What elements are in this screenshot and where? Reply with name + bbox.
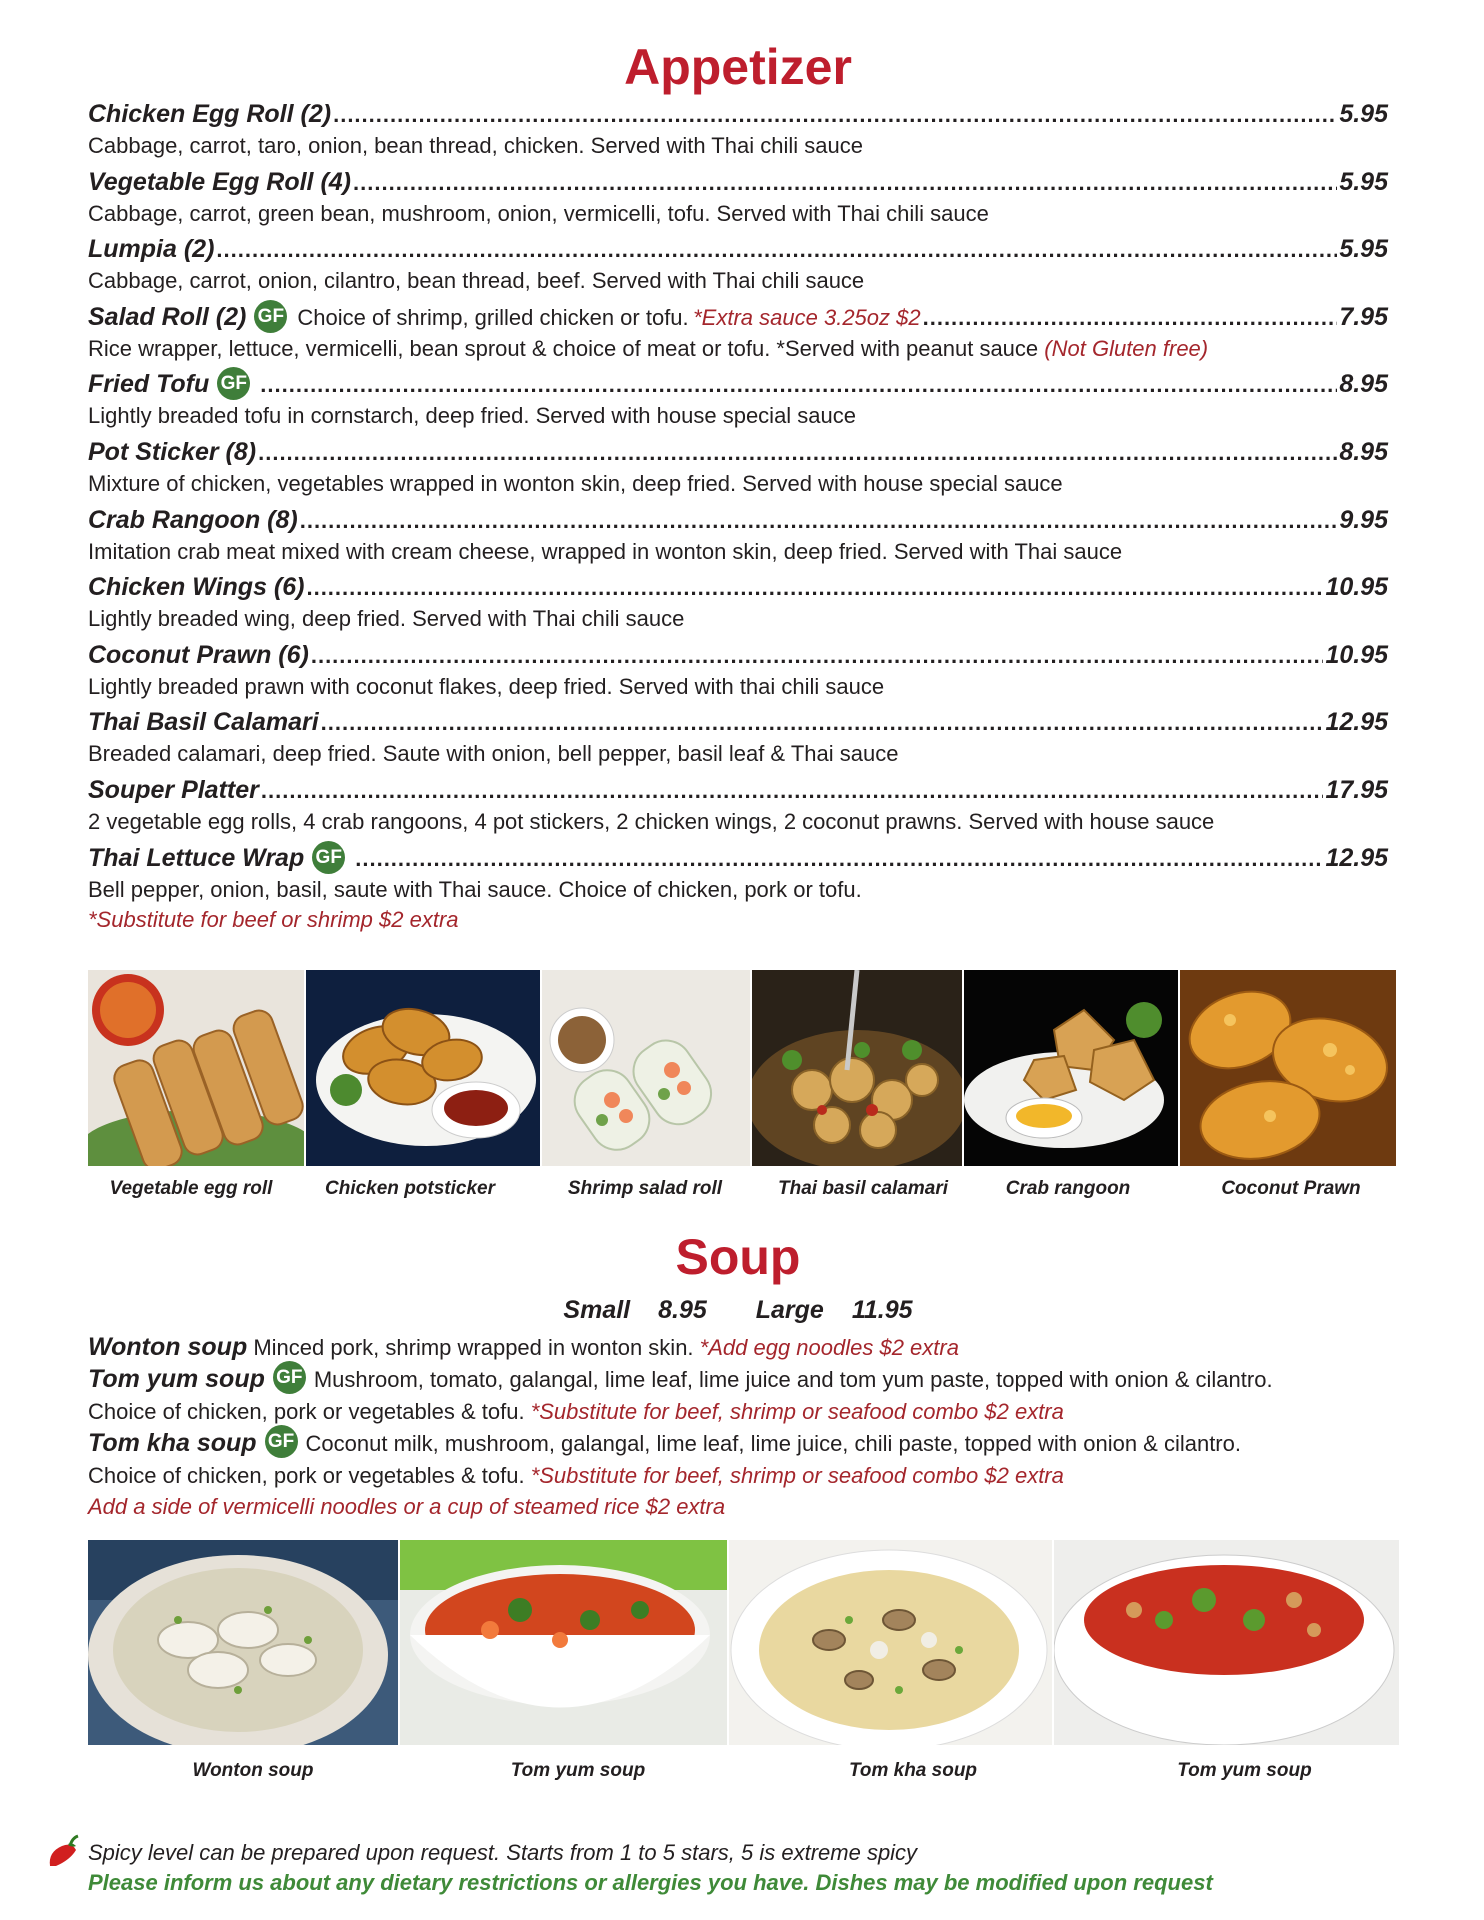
menu-item-price: 5.95 — [1339, 167, 1388, 196]
menu-item — [88, 641, 1388, 709]
soup-extra: *Substitute for beef, shrimp or seafood combo $2 extra — [530, 1463, 1064, 1489]
menu-item-price: 5.95 — [1339, 235, 1388, 264]
menu-item — [88, 708, 1388, 776]
chicken-potsticker-photo — [306, 970, 540, 1166]
menu-item-name: Coconut Prawn (6) — [88, 640, 309, 669]
menu-item-line — [88, 573, 1388, 604]
appetizer-list — [88, 100, 1388, 932]
menu-item-name: Salad Roll (2) — [88, 302, 247, 331]
menu-item-price: 10.95 — [1325, 640, 1388, 669]
soup-name: Tom yum soup — [88, 1364, 265, 1393]
menu-item — [88, 573, 1388, 641]
photo-caption: Tom yum soup — [510, 1760, 646, 1781]
footer-notes — [88, 1838, 1408, 1898]
menu-item-description-text: Mixture of chicken, vegetables wrapped in wonton skin, deep fried. Served with house special sauce — [88, 470, 1063, 496]
soup-side-note: Add a side of vermicelli noodles or a cup of steamed rice $2 extra — [88, 1493, 726, 1519]
soup-desc: Coconut milk, mushroom, galangal, lime leaf, lime juice, chili paste, topped with onion & cilantro. — [305, 1430, 1241, 1456]
menu-item-name: Thai Basil Calamari — [88, 708, 319, 737]
menu-item — [88, 843, 1388, 932]
tom-kha-choice-line — [88, 1461, 1408, 1492]
soup-photo-captions — [88, 1760, 1401, 1782]
dot-leader — [923, 305, 1338, 331]
substitute-note: *Substitute for beef or shrimp $2 extra — [88, 906, 459, 932]
tom-yum-choice-line — [88, 1397, 1408, 1428]
appetizer-heading: Appetizer — [624, 39, 852, 95]
menu-item-price: 12.95 — [1325, 843, 1388, 872]
menu-item-name: Crab Rangoon (8) — [88, 505, 298, 534]
menu-item-price: 12.95 — [1325, 708, 1388, 737]
menu-item-inline-note: Choice of shrimp, grilled chicken or tofu. — [297, 304, 689, 330]
menu-item — [88, 235, 1388, 303]
dot-leader — [311, 643, 1324, 669]
photo-caption: Wonton soup — [192, 1760, 314, 1781]
soup-prices — [88, 1296, 1388, 1325]
photo-caption: Chicken potsticker — [325, 1178, 495, 1199]
menu-item-description-text: 2 vegetable egg rolls, 4 crab rangoons, 4 pot stickers, 2 chicken wings, 2 coconut prawns. Served with house sauce — [88, 808, 1215, 834]
menu-item-price: 8.95 — [1339, 437, 1388, 466]
menu-item — [88, 100, 1388, 168]
chili-pepper-icon — [42, 1832, 82, 1872]
gf-badge-icon: GF — [254, 300, 287, 333]
menu-item-description-text: Lightly breaded tofu in cornstarch, deep fried. Served with house special sauce — [88, 403, 857, 429]
spicy-note: Spicy level can be prepared upon request. Starts from 1 to 5 stars, 5 is extreme spicy — [88, 1840, 918, 1865]
dot-leader — [258, 440, 1337, 466]
menu-item-description-text: Lightly breaded wing, deep fried. Served with Thai chili sauce — [88, 606, 685, 632]
small-label: Small — [563, 1296, 631, 1324]
soup-name: Wonton soup — [88, 1333, 248, 1361]
dietary-note: Please inform us about any dietary restrictions or allergies you have. Dishes may be modified upon request — [88, 1870, 1213, 1895]
dot-leader — [321, 710, 1324, 736]
dot-leader — [333, 102, 1337, 128]
menu-item-name: Pot Sticker (8) — [88, 437, 257, 466]
dot-leader — [300, 508, 1338, 534]
menu-item-price: 8.95 — [1339, 370, 1388, 399]
menu-item-name: Thai Lettuce Wrap — [88, 843, 305, 872]
menu-item-description — [88, 334, 1388, 364]
menu-item-line — [88, 506, 1388, 537]
wonton-soup-photo — [88, 1540, 398, 1745]
soup-list — [88, 1332, 1408, 1522]
menu-item-description — [88, 469, 1388, 499]
menu-item-description — [88, 266, 1388, 296]
menu-item — [88, 438, 1388, 506]
tom-kha-soup-photo — [729, 1540, 1052, 1745]
tom-kha-soup-line — [88, 1428, 1408, 1462]
thai-basil-calamari-photo — [752, 970, 962, 1166]
soup-desc: Minced pork, shrimp wrapped in wonton skin. — [247, 1335, 700, 1360]
soup-desc: Mushroom, tomato, galangal, lime leaf, lime juice and tom yum paste, topped with onion & cilantro. — [313, 1366, 1273, 1392]
menu-item-description — [88, 672, 1388, 702]
menu-item-price: 7.95 — [1339, 302, 1388, 331]
gf-badge-icon: GF — [217, 367, 250, 400]
soup-heading: Soup — [675, 1229, 801, 1285]
menu-item-price: 9.95 — [1339, 505, 1388, 534]
gf-badge-icon: GF — [265, 1425, 298, 1458]
menu-item-description-note: (Not Gluten free) — [1044, 335, 1209, 361]
photo-caption: Tom yum soup — [1177, 1760, 1312, 1781]
menu-item-line — [88, 844, 1388, 875]
menu-item-description-text: Imitation crab meat mixed with cream cheese, wrapped in wonton skin, deep fried. Served with Thai sauce — [88, 538, 1123, 564]
menu-item-name: Chicken Egg Roll (2) — [88, 100, 332, 128]
menu-item-description — [88, 807, 1388, 837]
menu-item-description-text: Cabbage, carrot, green bean, mushroom, onion, vermicelli, tofu. Served with Thai chili sauce — [88, 200, 989, 226]
gf-badge-icon: GF — [312, 841, 345, 874]
dot-leader — [216, 237, 1337, 263]
dot-leader — [353, 170, 1337, 196]
wonton-soup-line — [88, 1332, 1408, 1364]
vegetable-egg-roll-photo — [88, 970, 304, 1166]
menu-item-line — [88, 100, 1388, 131]
large-price: 11.95 — [851, 1296, 913, 1324]
menu-item-line — [88, 303, 1388, 334]
photo-caption: Thai basil calamari — [777, 1178, 949, 1199]
menu-item-description — [88, 604, 1388, 634]
crab-rangoon-photo — [964, 970, 1178, 1166]
menu-item — [88, 303, 1388, 371]
tom-yum-soup-line — [88, 1364, 1408, 1398]
photo-caption: Tom kha soup — [848, 1760, 978, 1781]
soup-extra: *Add egg noodles $2 extra — [699, 1335, 959, 1360]
menu-item-description-text: Rice wrapper, lettuce, vermicelli, bean sprout & choice of meat or tofu. *Served with peanut sauce — [88, 335, 1045, 361]
menu-item — [88, 168, 1388, 236]
menu-item-name: Lumpia (2) — [88, 235, 215, 264]
menu-item-name: Vegetable Egg Roll (4) — [88, 167, 352, 196]
menu-item-description-text: Cabbage, carrot, onion, cilantro, bean thread, beef. Served with Thai chili sauce — [88, 268, 865, 294]
menu-item-description — [88, 131, 1388, 161]
appetizer-photo-captions — [88, 1178, 1408, 1200]
menu-item-description-text: Cabbage, carrot, taro, onion, bean thread, chicken. Served with Thai chili sauce — [88, 133, 863, 158]
dot-leader — [306, 575, 1323, 601]
menu-item-description — [88, 537, 1388, 567]
menu-item-name: Chicken Wings (6) — [88, 573, 305, 602]
dot-leader — [260, 372, 1337, 398]
soup-choice: Choice of chicken, pork or vegetables & tofu. — [88, 1399, 531, 1425]
menu-item-name: Souper Platter — [88, 775, 259, 804]
shrimp-salad-roll-photo — [542, 970, 750, 1166]
menu-item-price: 17.95 — [1325, 775, 1388, 804]
menu-item-description — [88, 875, 1388, 905]
menu-item-description — [88, 401, 1388, 431]
small-price: 8.95 — [658, 1296, 707, 1324]
tom-yum-soup-photo — [400, 1540, 727, 1745]
large-label: Large — [755, 1296, 824, 1324]
soup-name: Tom kha soup — [88, 1428, 257, 1457]
soup-photo-strip — [88, 1540, 1401, 1745]
tom-yum-soup-photo-2 — [1054, 1540, 1399, 1745]
menu-item — [88, 370, 1388, 438]
menu-item-line — [88, 776, 1388, 807]
menu-item-description-text: Lightly breaded prawn with coconut flakes, deep fried. Served with thai chili sauce — [88, 673, 885, 699]
dot-leader — [355, 846, 1323, 872]
menu-item-description-text: Bell pepper, onion, basil, saute with Thai sauce. Choice of chicken, pork or tofu. — [88, 876, 862, 902]
soup-choice: Choice of chicken, pork or vegetables & tofu. — [88, 1463, 531, 1489]
menu-item-extra-note: *Extra sauce 3.25oz $2 — [693, 304, 921, 330]
menu-item — [88, 506, 1388, 574]
menu-item-price: 5.95 — [1339, 100, 1388, 128]
soup-extra: *Substitute for beef, shrimp or seafood combo $2 extra — [530, 1399, 1064, 1425]
menu-item-line — [88, 438, 1388, 469]
dot-leader — [261, 778, 1324, 804]
gf-badge-icon: GF — [273, 1361, 306, 1394]
menu-item-line — [88, 708, 1388, 739]
menu-item-description — [88, 199, 1388, 229]
menu-item-line — [88, 235, 1388, 266]
photo-caption: Coconut Prawn — [1221, 1178, 1361, 1199]
menu-item-line — [88, 370, 1388, 401]
menu-item-description — [88, 739, 1388, 769]
menu-item-name: Fried Tofu — [88, 370, 210, 399]
appetizer-photo-strip — [88, 970, 1408, 1166]
menu-item-line — [88, 168, 1388, 199]
menu-item-price: 10.95 — [1325, 573, 1388, 602]
menu-item — [88, 776, 1388, 844]
photo-caption: Shrimp salad roll — [567, 1178, 723, 1199]
menu-item-line — [88, 641, 1388, 672]
menu-item-description-text: Breaded calamari, deep fried. Saute with onion, bell pepper, basil leaf & Thai sauce — [88, 741, 899, 767]
photo-caption: Crab rangoon — [1005, 1178, 1131, 1199]
coconut-prawn-photo — [1180, 970, 1396, 1166]
photo-caption: Vegetable egg roll — [109, 1178, 273, 1199]
